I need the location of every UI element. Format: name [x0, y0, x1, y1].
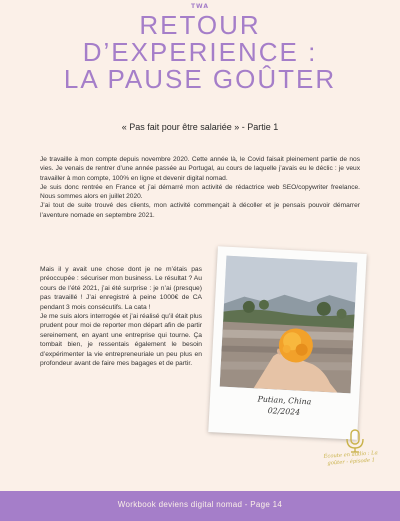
polaroid-photo: [208, 246, 367, 440]
page-footer: [0, 491, 400, 521]
intro-text: [40, 155, 360, 220]
brand-label: TWA: [190, 3, 210, 10]
caption-date: 02/2024: [267, 406, 301, 417]
body-paragraph-2: Je me suis alors interrogée et j’ai réalisé qu’il était plus prudent pour moi de reporter mon départ afin de partir sereinement, en ayant une entreprise qui tourne. Ça tombait bien, je ressentais également le besoin d’expérimenter la vie entrepreneuriale un peu plus en profondeur avant de faire mes bagages et de partir.: [40, 313, 202, 368]
body-paragraph-1: Mais il y avait une chose dont je ne m’étais pas préoccupée : sécuriser mon business. Le résultat ? Au cours de l’été 2021, j’ai été surprise : je n’ai (presque) pas travaillé ! J’ai enregistré à peine 1000€ de CA pendant 3 mois consécutifs. La cata !: [40, 266, 202, 311]
title-line-2: D’EXPERIENCE :: [82, 37, 318, 67]
intro-paragraph-2: Je suis donc rentrée en France et j’ai démarré mon activité de rédactrice web SEO/copywriter freelance. Nous sommes alors en juillet 2020.: [40, 183, 360, 201]
photo-image: [220, 256, 358, 394]
title-line-1: RETOUR: [139, 10, 261, 40]
title-line-3: LA PAUSE GOÛTER: [63, 64, 337, 94]
page-title: [0, 12, 400, 93]
footer-text: Workbook deviens digital nomad - Page 14: [117, 500, 283, 509]
caption-location: Putian, China: [257, 394, 312, 407]
intro-paragraph-1: Je travaille à mon compte depuis novembre 2020. Cette année là, le Covid faisait pleinement partie de nos vies. Je venais de rentrer d’une année passée au Portugal, au cours de laquelle j’avais eu le déclic : je veux travailler à mon compte, 100% en ligne et devenir digital nomad.: [40, 156, 360, 182]
photo-caption: [209, 391, 359, 421]
section-subtitle: « Pas fait pour être salariée » - Partie 1: [121, 122, 279, 132]
body-text: [40, 265, 202, 368]
audio-note: Écoute en audio : La goûter - épisode 1: [323, 450, 378, 467]
intro-paragraph-3: J’ai tout de suite trouvé des clients, mon activité commençait à décoller et je pensais pouvoir démarrer l’aventure nomade en septembre 2021.: [40, 202, 360, 219]
